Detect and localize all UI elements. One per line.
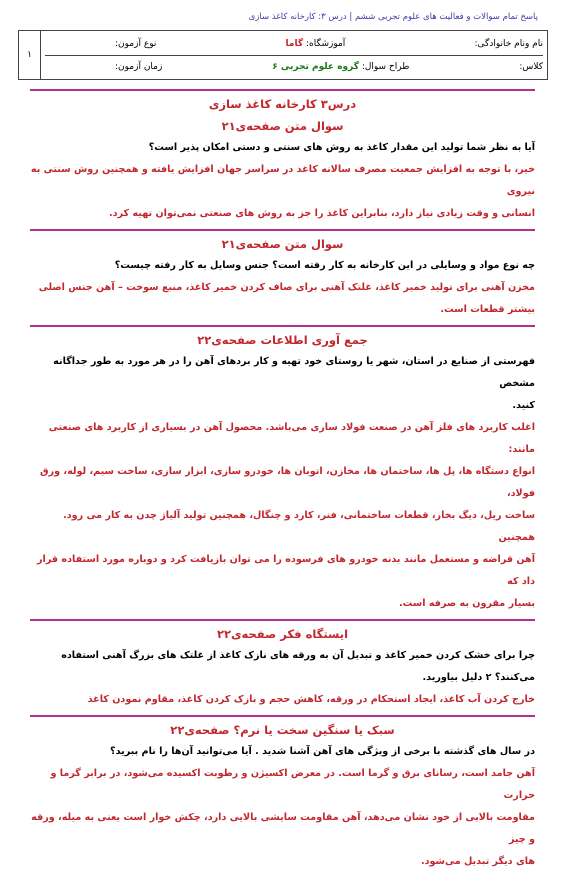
school-label: آموزشگاه: [305, 39, 346, 49]
answer-text: انسانی و وقت زیادی نیاز دارد، بنابراین کاغذ را جز به روش های صنعتی نمی‌توان تهیه کرد. [109, 208, 535, 219]
answer-text: بیشتر قطعات است. [440, 304, 535, 315]
school-value: گاما [285, 39, 304, 49]
designer-value: گروه علوم تجربی ۶ [272, 61, 359, 72]
lesson-title: درس۳ کارخانه کاغذ سازی [208, 97, 357, 111]
question-text: می‌کنند؟ ۲ دلیل بیاورید. [422, 672, 535, 683]
section-5 [30, 717, 535, 877]
answer-text: خیر، با توجه به افزایش جمعیت مصرف سالانه کاغذ در سراسر جهان افزایش یافته و همچنین روش سنتی به نیروی [30, 164, 535, 197]
worksheet-content [30, 89, 535, 877]
section-1 [30, 91, 535, 229]
school-field [286, 39, 346, 49]
answer-text: مخزن آهنی برای تولید خمیر کاغذ، غلتک آهنی برای صاف کردن خمیر کاغذ، منبع سوخت – آهن جنس اصلی [38, 282, 535, 293]
answer-text: ساخت ریل، دیگ بخار، قطعات ساختمانی، فنر، کارد و چنگال، همچنین تولید آلیاژ چدن به کار می رود. همچنین [63, 510, 535, 543]
question-text: فهرستی از صنایع در استان، شهر یا روستای خود تهیه و کار بردهای آهن را در هر مورد به طور جداگانه مشخص [53, 356, 535, 389]
page-number: ۱ [19, 31, 41, 80]
answer-text: بسیار مقرون به صرفه است. [398, 598, 535, 609]
section-title: ایستگاه فکر صفحه‌ی۲۲ [216, 627, 349, 641]
answer-text: اغلب کاربرد های فلز آهن در صنعت فولاد سازی می‌باشد. محصول آهن در بسیاری از کاربرد های صنعتی مانند: [48, 422, 535, 455]
section-title: سبک یا سنگین سخت یا نرم؟ صفحه‌ی۲۲ [170, 723, 395, 737]
document-header: پاسخ تمام سوالات و فعالیت های علوم تجربی ششم | درس ۳: کارخانه کاغذ سازی [248, 12, 538, 22]
exam-type-label: نوع آزمون: [115, 39, 157, 49]
answer-text: آهن جامد است، رسانای برق و گرما است. در معرض اکسیژن و رطوبت اکسیده می‌شود، در برابر گرما و حرارت [50, 768, 535, 801]
answer-text: خارج کردن آب کاغذ، ایجاد استحکام در ورقه، کاهش حجم و نازک کردن کاغذ، مقاوم نمودن کاغذ [87, 694, 535, 705]
section-title: سوال متن صفحه‌ی۲۱ [221, 237, 344, 251]
answer-text: انواع دستگاه ها، پل ها، ساختمان ها، مخازن، اتوبان ها، خودرو سازی، ابزار سازی، ساخت سیم، لوله، ورق فولاد، [40, 466, 535, 499]
question-text: کنید. [512, 400, 535, 411]
designer-label: طراح سوال: [361, 61, 410, 72]
answer-text: آهن قراضه و مستعمل مانند بدنه خودرو های فرسوده را می توان بازیافت کرد و دوباره مورد استفاده قرار داد که [37, 554, 535, 587]
student-info-table [18, 30, 548, 80]
section-title: سوال متن صفحه‌ی۲۱ [221, 119, 344, 133]
section-2 [30, 231, 535, 325]
exam-time-label: زمان آزمون: [115, 61, 163, 72]
section-4 [30, 621, 535, 715]
section-title: جمع آوری اطلاعات صفحه‌ی۲۲ [197, 333, 368, 347]
question-text: آیا به نظر شما تولید این مقدار کاغذ به روش های سنتی و دستی امکان پذیر است؟ [148, 142, 535, 153]
question-text: چرا برای خشک کردن خمیر کاغذ و تبدیل آن به ورقه های نازک کاغذ از غلتک های بزرگ آهنی استفاده [61, 650, 535, 661]
section-3 [30, 327, 535, 619]
answer-text: مقاومت بالایی از خود نشان می‌دهد، آهن مقاومت سایشی بالایی دارد، چکش خوار است یعنی به میله، ورقه و چیز [31, 812, 535, 845]
info-fields [41, 31, 548, 80]
class-label: کلاس: [519, 61, 543, 72]
name-label: نام ونام خانوادگی: [474, 39, 543, 49]
designer-field [272, 62, 409, 72]
question-text: چه نوع مواد و وسایلی در این کارخانه به کار رفته است؟ جنس وسایل به کار رفته چیست؟ [114, 260, 535, 271]
question-text: در سال های گذشته با برخی از ویژگی های آهن آشنا شدید . آیا می‌توانید آن‌ها را نام ببرید؟ [110, 746, 535, 757]
answer-text: های دیگر تبدیل می‌شود. [420, 856, 535, 867]
